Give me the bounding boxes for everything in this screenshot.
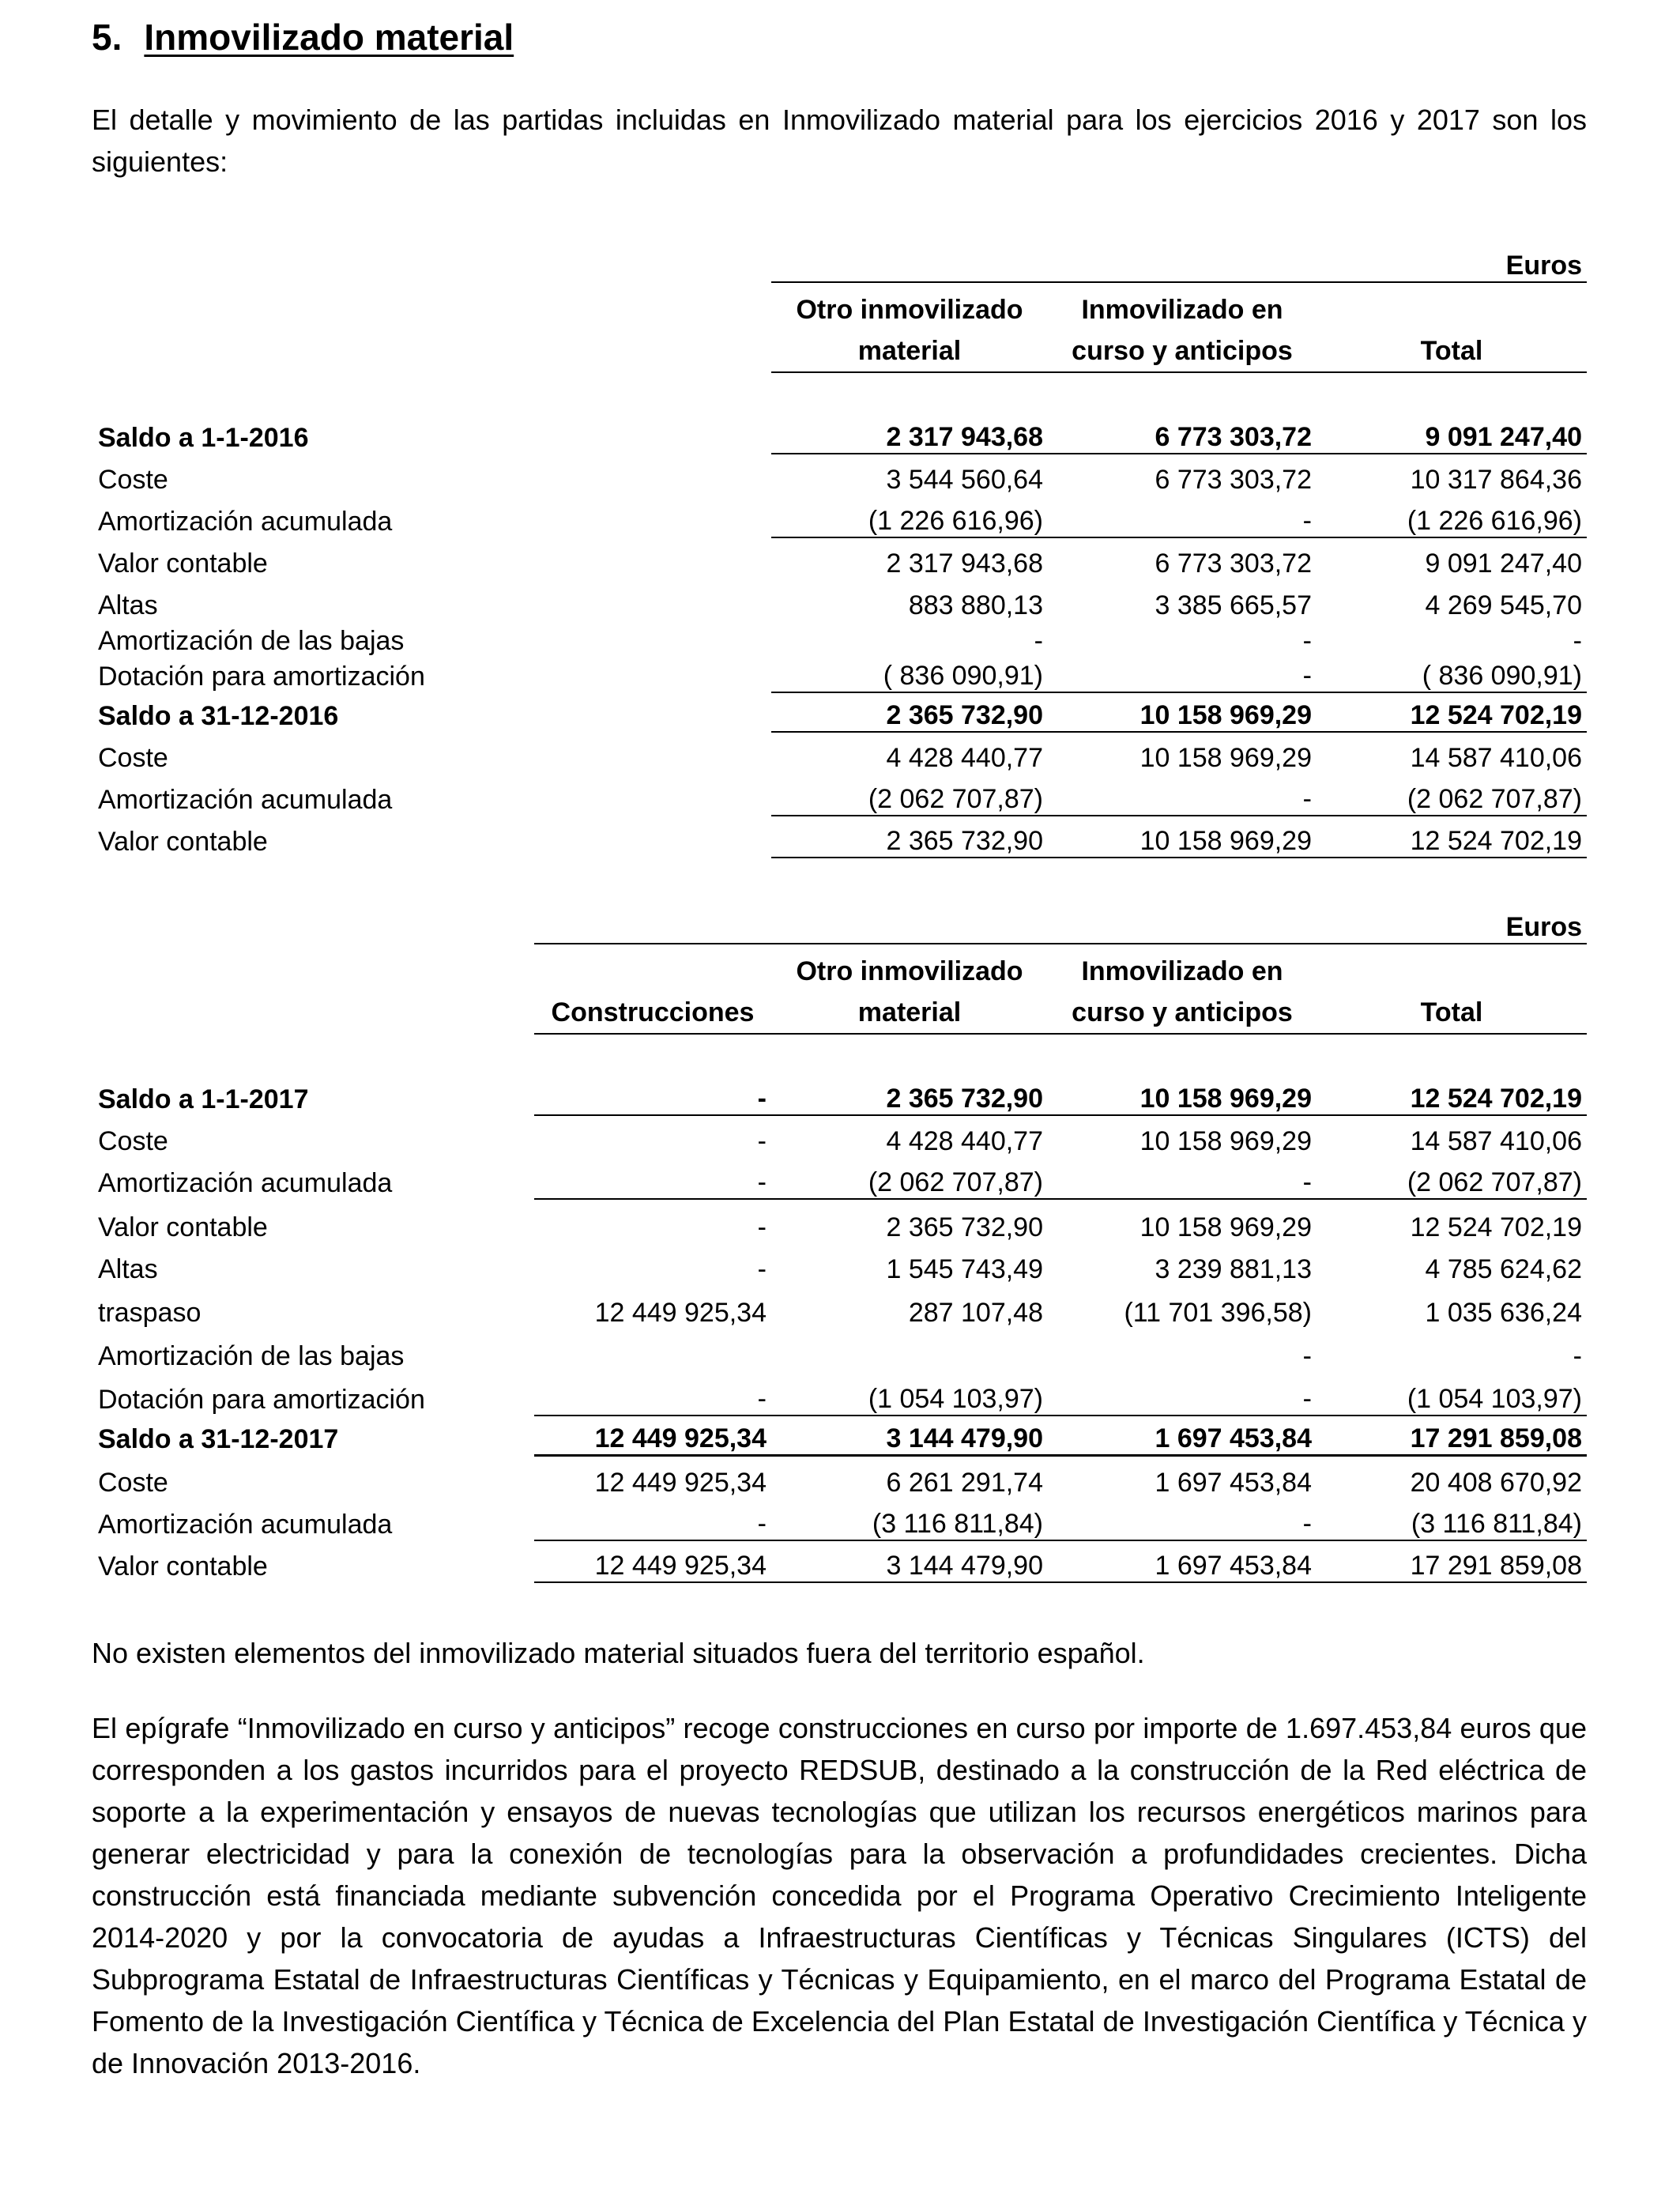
- col-header: Otro inmovilizado material: [771, 282, 1048, 372]
- table-row: [92, 1416, 1587, 1455]
- cell-value: (2 062 707,87): [771, 1157, 1048, 1199]
- currency-label: Euros: [1317, 241, 1587, 282]
- row-label: Dotación para amortización: [98, 1385, 425, 1415]
- cell-value: 287 107,48: [908, 1298, 1043, 1328]
- row-label: Altas: [98, 590, 158, 620]
- cell-value: 4 785 624,62: [1425, 1254, 1582, 1284]
- cell-value: 12 449 925,34: [594, 1468, 767, 1498]
- table-2017: [92, 903, 1587, 1583]
- cell-value: 1 697 453,84: [1048, 1416, 1317, 1455]
- cell-value: 10 158 969,29: [1048, 1034, 1317, 1115]
- table-row: [92, 372, 1587, 454]
- row-label: Amortización acumulada: [98, 1168, 393, 1198]
- row-label: Coste: [98, 743, 168, 773]
- table-row: [92, 621, 1587, 657]
- col-header: Construcciones: [534, 944, 771, 1034]
- row-label: Saldo a 1-1-2017: [98, 1084, 309, 1114]
- cell-value: -: [1048, 1157, 1317, 1199]
- cell-value: -: [1048, 1498, 1317, 1540]
- table-row: [92, 496, 1587, 537]
- cell-value: (2 062 707,87): [1317, 1157, 1587, 1199]
- cell-value: 10 158 969,29: [1139, 1212, 1312, 1242]
- note-redsub: El epígrafe “Inmovilizado en curso y anticipos” recoge construcciones en curso por importe de 1.697.453,84 euros que corresponden a los gastos incurridos para el proyecto REDSUB, destinado a la construcción de la Red eléctrica de soporte a la experimentación y ensayos de nuevas tecnologías que utilizan los recursos energéticos marinos para generar electricidad y para la conexión de tecnologías para la observación a profundidades crecientes. Dicha construcción está financiada mediante subvención concedida por el Programa Operativo Crecimiento Inteligente 2014-2020 y por la convocatoria de ayudas a Infraestructuras Científicas y Técnicas Singulares (ICTS) del Subprograma Estatal de Infraestructuras Científicas y Técnicas y Equipamiento, en el marco del Programa Estatal de Fomento de la Investigación Científica y Técnica de Excelencia del Plan Estatal de Investigación Científica y Técnica y de Innovación 2013-2016.: [92, 1712, 1587, 2079]
- cell-value: -: [1048, 657, 1317, 692]
- cell-value: 3 144 479,90: [771, 1540, 1048, 1582]
- note-location: No existen elementos del inmovilizado material situados fuera del territorio español.: [92, 1637, 1145, 1669]
- cell-value: 6 261 291,74: [886, 1468, 1043, 1498]
- cell-value: 6 773 303,72: [1048, 372, 1317, 454]
- cell-value: -: [1573, 626, 1582, 656]
- cell-value: -: [1302, 1341, 1312, 1371]
- cell-value: [771, 1329, 1048, 1372]
- cell-value: 2 365 732,90: [886, 1212, 1043, 1242]
- cell-value: 17 291 859,08: [1317, 1540, 1587, 1582]
- table-row: [92, 1329, 1587, 1372]
- cell-value: 17 291 859,08: [1317, 1416, 1587, 1455]
- row-label: Amortización de las bajas: [98, 1341, 405, 1371]
- cell-value: 12 449 925,34: [534, 1540, 771, 1582]
- col-header: Inmovilizado en curso y anticipos: [1048, 944, 1317, 1034]
- cell-value: -: [757, 1212, 767, 1242]
- cell-value: 4 269 545,70: [1425, 590, 1582, 620]
- table-2017-body: [92, 1034, 1587, 1582]
- table-2016: [92, 241, 1587, 858]
- cell-value: -: [534, 1498, 771, 1540]
- row-label: Saldo a 31-12-2016: [98, 701, 339, 731]
- cell-value: ( 836 090,91): [771, 657, 1048, 692]
- cell-value: 10 158 969,29: [1048, 692, 1317, 732]
- table-2017-header-row: [92, 944, 1587, 1034]
- col-header: Otro inmovilizado material: [771, 944, 1048, 1034]
- section-title: Inmovilizado material: [144, 17, 514, 58]
- cell-value: 14 587 410,06: [1410, 743, 1582, 773]
- cell-value: (2 062 707,87): [1317, 774, 1587, 816]
- table-row: [92, 732, 1587, 774]
- cell-value: ( 836 090,91): [1317, 657, 1587, 692]
- cell-value: 10 158 969,29: [1048, 816, 1317, 858]
- row-label: Saldo a 1-1-2016: [98, 423, 309, 453]
- cell-value: (2 062 707,87): [771, 774, 1048, 816]
- cell-value: (3 116 811,84): [1317, 1498, 1587, 1540]
- cell-value: 6 773 303,72: [1155, 465, 1312, 495]
- table-row: [92, 1199, 1587, 1243]
- row-label: Dotación para amortización: [98, 662, 425, 692]
- cell-value: -: [1048, 774, 1317, 816]
- cell-value: (3 116 811,84): [771, 1498, 1048, 1540]
- table-row: [92, 1455, 1587, 1498]
- cell-value: 1 697 453,84: [1155, 1468, 1312, 1498]
- section-heading: [92, 16, 514, 58]
- table-2016-currency-row: [92, 241, 1587, 282]
- cell-value: 3 144 479,90: [771, 1416, 1048, 1455]
- cell-value: 10 158 969,29: [1139, 743, 1312, 773]
- table-row: [92, 1540, 1587, 1582]
- cell-value: -: [1048, 496, 1317, 537]
- cell-value: -: [534, 1034, 771, 1115]
- table-row: [92, 1157, 1587, 1199]
- cell-value: (1 226 616,96): [1317, 496, 1587, 537]
- cell-value: 6 773 303,72: [1155, 548, 1312, 579]
- cell-value: 20 408 670,92: [1410, 1468, 1582, 1498]
- table-row: [92, 1285, 1587, 1329]
- row-label: Valor contable: [98, 1212, 268, 1242]
- table-row: [92, 579, 1587, 621]
- row-label: Coste: [98, 465, 168, 495]
- table-row: [92, 1372, 1587, 1416]
- col-header: Total: [1317, 944, 1587, 1034]
- cell-value: 3 544 560,64: [886, 465, 1043, 495]
- cell-value: 9 091 247,40: [1425, 548, 1582, 579]
- cell-value: -: [1048, 1372, 1317, 1416]
- cell-value: 12 524 702,19: [1317, 816, 1587, 858]
- table-2016-body: [92, 372, 1587, 858]
- cell-value: 10 158 969,29: [1139, 1126, 1312, 1156]
- section-number: 5.: [92, 17, 122, 58]
- cell-value: 2 365 732,90: [771, 816, 1048, 858]
- cell-value: 2 365 732,90: [771, 692, 1048, 732]
- cell-value: 12 524 702,19: [1317, 1034, 1587, 1115]
- cell-value: 883 880,13: [908, 590, 1043, 620]
- cell-value: -: [534, 1372, 771, 1416]
- cell-value: -: [1034, 626, 1043, 656]
- cell-value: 1 697 453,84: [1048, 1540, 1317, 1582]
- cell-value: 4 428 440,77: [886, 1126, 1043, 1156]
- cell-value: -: [757, 1126, 767, 1156]
- col-header: Inmovilizado en curso y anticipos: [1048, 282, 1317, 372]
- cell-value: 2 317 943,68: [771, 372, 1048, 454]
- cell-value: 3 239 881,13: [1155, 1254, 1312, 1284]
- cell-value: [534, 1329, 771, 1372]
- row-label: Amortización acumulada: [98, 1510, 393, 1540]
- cell-value: 12 524 702,19: [1317, 692, 1587, 732]
- row-label: Amortización acumulada: [98, 507, 393, 537]
- row-label: Amortización de las bajas: [98, 626, 405, 656]
- cell-value: (1 226 616,96): [771, 496, 1048, 537]
- row-label: Coste: [98, 1468, 168, 1498]
- table-row: [92, 454, 1587, 496]
- row-label: Valor contable: [98, 827, 268, 857]
- cell-value: 12 449 925,34: [534, 1416, 771, 1455]
- table-row: [92, 1498, 1587, 1540]
- row-label: Saldo a 31-12-2017: [98, 1424, 339, 1454]
- row-label: Valor contable: [98, 548, 268, 579]
- cell-value: 12 524 702,19: [1410, 1212, 1582, 1242]
- cell-value: 1 035 636,24: [1425, 1298, 1582, 1328]
- row-label: Valor contable: [98, 1551, 268, 1581]
- cell-value: (1 054 103,97): [771, 1372, 1048, 1416]
- cell-value: 3 385 665,57: [1155, 590, 1312, 620]
- cell-value: (1 054 103,97): [1317, 1372, 1587, 1416]
- cell-value: (11 701 396,58): [1124, 1298, 1312, 1328]
- table-row: [92, 816, 1587, 858]
- cell-value: -: [1573, 1341, 1582, 1371]
- cell-value: 2 365 732,90: [771, 1034, 1048, 1115]
- cell-value: -: [534, 1157, 771, 1199]
- table-2017-currency-row: [92, 903, 1587, 944]
- table-row: [92, 692, 1587, 732]
- table-row: [92, 537, 1587, 579]
- cell-value: 9 091 247,40: [1317, 372, 1587, 454]
- intro-paragraph: El detalle y movimiento de las partidas incluidas en Inmovilizado material para los ejercicios 2016 y 2017 son los siguientes:: [92, 104, 1587, 178]
- table-row: [92, 1034, 1587, 1115]
- cell-value: 4 428 440,77: [886, 743, 1043, 773]
- row-label: traspaso: [98, 1298, 202, 1328]
- table-row: [92, 1243, 1587, 1285]
- cell-value: -: [757, 1254, 767, 1284]
- currency-label: Euros: [1317, 903, 1587, 944]
- cell-value: 1 545 743,49: [886, 1254, 1043, 1284]
- cell-value: 2 317 943,68: [886, 548, 1043, 579]
- table-2016-header-row: [92, 282, 1587, 372]
- table-row: [92, 774, 1587, 816]
- row-label: Altas: [98, 1254, 158, 1284]
- row-label: Coste: [98, 1126, 168, 1156]
- cell-value: 10 317 864,36: [1410, 465, 1582, 495]
- cell-value: 14 587 410,06: [1410, 1126, 1582, 1156]
- row-label: Amortización acumulada: [98, 785, 393, 815]
- col-header: Total: [1317, 282, 1587, 372]
- cell-value: 12 449 925,34: [594, 1298, 767, 1328]
- cell-value: -: [1302, 626, 1312, 656]
- table-row: [92, 1115, 1587, 1157]
- table-row: [92, 657, 1587, 692]
